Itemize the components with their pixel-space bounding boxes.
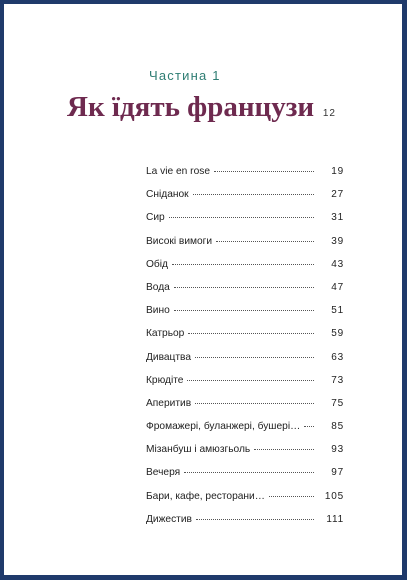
toc-entry[interactable] [146, 305, 344, 328]
book-page [4, 4, 402, 575]
toc-entry-page: 19 [331, 166, 344, 177]
toc-entry[interactable] [146, 236, 344, 259]
toc-entry[interactable] [146, 166, 344, 189]
toc-entry[interactable] [146, 467, 344, 490]
part-page-number: 12 [322, 108, 336, 119]
toc-entry-title: Обід [146, 258, 168, 270]
toc-entry-page: 97 [331, 467, 344, 479]
dot-leader [188, 333, 314, 334]
toc-entry[interactable] [146, 444, 344, 467]
toc-entry-title: Сніданок [146, 189, 189, 201]
dot-leader [269, 496, 314, 497]
toc-entry-title: Вода [146, 281, 170, 293]
toc-entry[interactable] [146, 421, 344, 444]
dot-leader [169, 217, 314, 218]
toc-entry-title: Дивацтва [146, 351, 192, 363]
toc-entry-page: 39 [331, 235, 344, 247]
dot-leader [195, 403, 314, 404]
dot-leader [172, 264, 314, 265]
dot-leader [214, 171, 314, 172]
dot-leader [216, 241, 314, 242]
toc-entry-page: 63 [331, 351, 344, 363]
toc-entry[interactable] [146, 259, 344, 282]
toc-entry[interactable] [146, 212, 344, 235]
toc-entry-page: 85 [331, 421, 344, 433]
part-label: Частина 1 [149, 68, 221, 83]
toc-entry-title: Бари, кафе, ресторани… [146, 490, 265, 502]
toc-entry-title: Фромажері, буланжері, бушері… [146, 421, 301, 433]
toc-entry-title: Мізанбуш і амюзгьоль [146, 444, 251, 456]
toc-entry-page: 27 [331, 189, 344, 201]
toc-entry-page: 93 [331, 444, 344, 456]
dot-leader [193, 194, 314, 195]
toc-entry-title: Вино [146, 305, 170, 317]
toc-entry-title: Катрьор [146, 328, 185, 340]
toc-entry-page: 75 [331, 397, 344, 409]
dot-leader [254, 449, 314, 450]
dot-leader [174, 310, 314, 311]
dot-leader [195, 357, 314, 358]
toc-entry-page: 47 [331, 281, 344, 293]
dot-leader [187, 380, 314, 381]
part-title: Як їдять французи [67, 91, 315, 123]
dot-leader [174, 287, 314, 288]
table-of-contents [146, 166, 344, 537]
toc-entry-page: 111 [326, 513, 344, 525]
toc-entry[interactable] [146, 491, 344, 514]
toc-entry[interactable] [146, 398, 344, 421]
toc-entry-page: 31 [331, 212, 344, 224]
dot-leader [304, 426, 314, 427]
toc-entry-page: 105 [324, 490, 344, 502]
toc-entry[interactable] [146, 352, 344, 375]
toc-entry[interactable] [146, 282, 344, 305]
toc-entry-page: 73 [331, 374, 344, 386]
toc-entry[interactable] [146, 375, 344, 398]
toc-entry[interactable] [146, 328, 344, 351]
toc-entry-title: Дижестив [146, 513, 192, 525]
toc-entry-page: 59 [331, 328, 344, 340]
toc-entry-title: Крюдіте [146, 374, 184, 386]
dot-leader [196, 519, 314, 520]
toc-entry-page: 51 [331, 305, 344, 317]
toc-entry-title: Сир [146, 212, 165, 224]
toc-entry-title: Високі вимоги [146, 235, 213, 247]
toc-entry[interactable] [146, 514, 344, 537]
dot-leader [184, 472, 314, 473]
toc-entry-title: Вечеря [146, 467, 181, 479]
toc-entry-title: La vie en rose [146, 166, 210, 177]
toc-entry[interactable] [146, 189, 344, 212]
toc-entry-page: 43 [331, 258, 344, 270]
toc-entry-title: Аперитив [146, 397, 192, 409]
